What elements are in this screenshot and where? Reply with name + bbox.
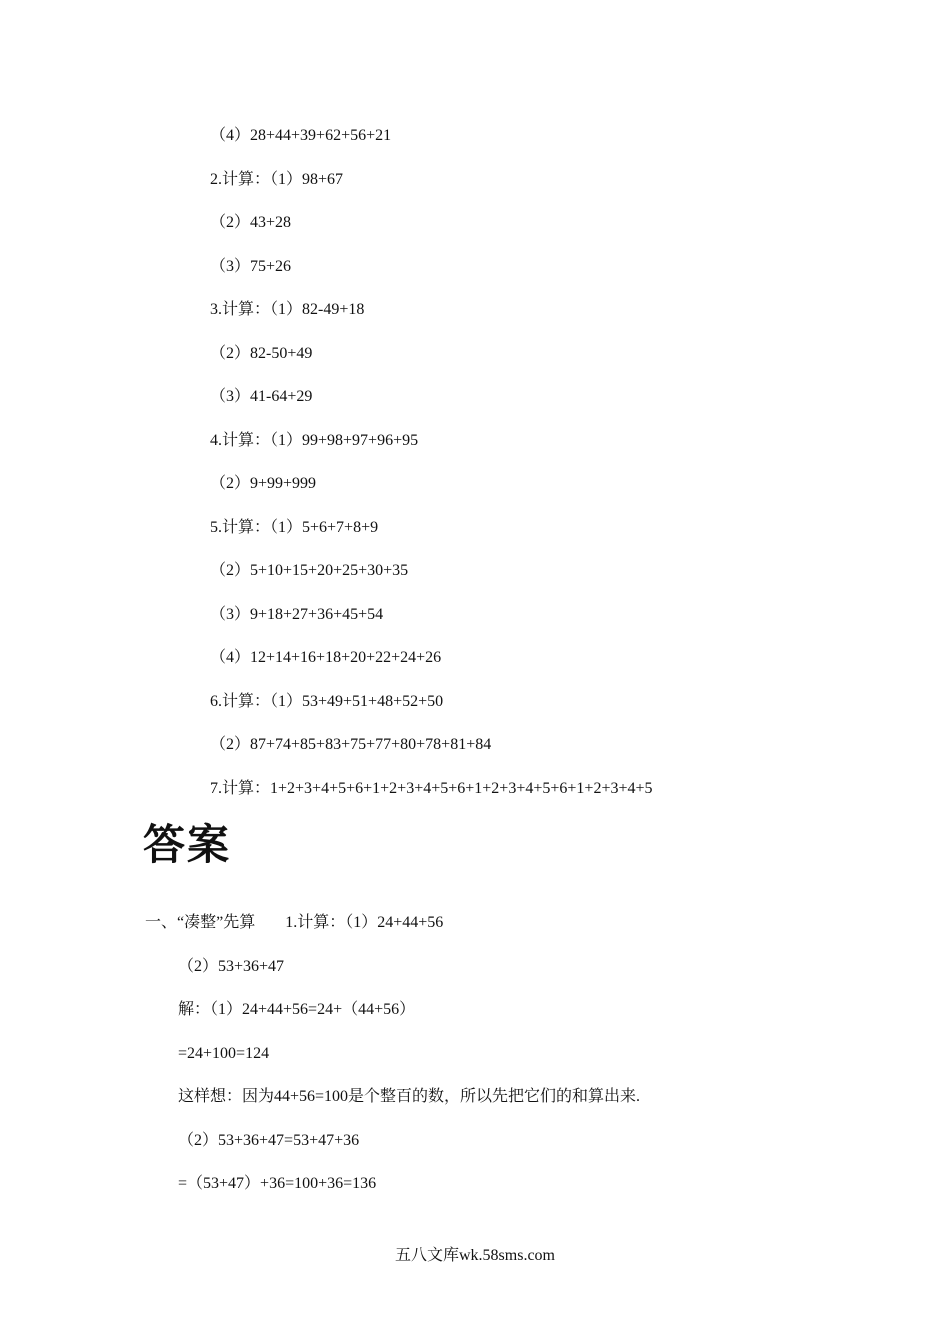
- problem-line: （3）75+26: [210, 258, 292, 275]
- problem-line: （3）41-64+29: [210, 388, 313, 405]
- page-footer: 五八文库wk.58sms.com: [394, 1247, 555, 1264]
- answer-line: =（53+47）+36=100+36=136: [178, 1175, 377, 1192]
- answer-line: （2）53+36+47=53+47+36: [178, 1132, 360, 1149]
- answer-line: 这样想：因为44+56=100是个整百的数，所以先把它们的和算出来.: [178, 1088, 641, 1105]
- problem-line: （2）82-50+49: [210, 345, 313, 362]
- answer-line: =24+100=124: [178, 1045, 270, 1062]
- problem-line: （3）9+18+27+36+45+54: [210, 606, 384, 623]
- problem-line: （2）87+74+85+83+75+77+80+78+81+84: [210, 736, 492, 753]
- problem-line: （4）28+44+39+62+56+21: [210, 127, 392, 144]
- problem-line: 7.计算：1+2+3+4+5+6+1+2+3+4+5+6+1+2+3+4+5+6+1+2+3+4+5: [210, 780, 653, 797]
- problem-line: 5.计算：（1）5+6+7+8+9: [210, 519, 379, 536]
- answer-line: 解：（1）24+44+56=24+（44+56）: [178, 1001, 416, 1018]
- answers-heading: 答案: [143, 820, 232, 869]
- problem-line: （2）9+99+999: [210, 475, 317, 492]
- problem-line: 6.计算：（1）53+49+51+48+52+50: [210, 693, 444, 710]
- problem-line: （2）43+28: [210, 214, 292, 231]
- problem-line: 2.计算：（1）98+67: [210, 171, 344, 188]
- answer-line: （2）53+36+47: [178, 958, 285, 975]
- first-problem: 1.计算：（1）24+44+56: [285, 914, 444, 931]
- problem-line: 3.计算：（1）82-49+18: [210, 301, 365, 318]
- problem-line: 4.计算：（1）99+98+97+96+95: [210, 432, 419, 449]
- problem-line: （4）12+14+16+18+20+22+24+26: [210, 649, 442, 666]
- problem-line: （2）5+10+15+20+25+30+35: [210, 562, 409, 579]
- answers-section-header: [145, 913, 443, 933]
- section-title: 一、“凑整”先算: [145, 914, 256, 931]
